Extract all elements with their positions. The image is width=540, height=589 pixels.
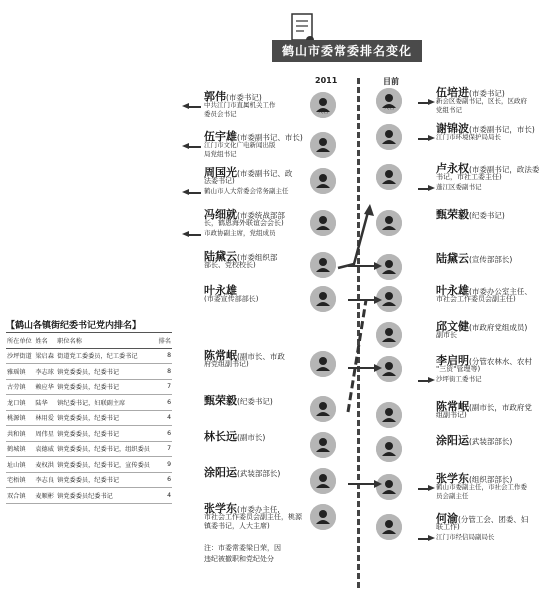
arrow-right-icon [428,185,435,191]
table-title: 【鹤山各镇街纪委书记党内排名】 [6,321,142,331]
cell-name: 林用爱 [34,410,56,426]
arrow-left-icon [182,143,189,149]
arrow-left-icon [182,231,189,237]
name-text: 叶永雄 [436,284,469,297]
cell-name: 麦顺彬 [34,488,56,504]
role-text-continued: 书记，市社工委主任) [436,173,502,181]
cell-position: 镇党委委员，纪委书记，组织委员 [56,441,157,457]
cell-name: 李志球 [34,364,56,380]
avatar [310,92,336,118]
person-name [204,428,265,444]
avatar [376,124,402,150]
previous-position-text: 沙坪街工委书记 [436,375,482,383]
name-text: 甄荣毅 [436,208,469,221]
cell-rank: 4 [157,410,172,426]
header-unit: 所在单位 [6,333,34,349]
name-text: 陈常岷 [436,400,469,413]
new-position-text: 江门市文化广电新闻出版 [204,141,276,149]
name-text: 伍宇雄 [204,130,237,143]
name-text: 邱文健 [436,320,469,333]
avatar-label: 人名 [317,109,328,115]
table-row [6,364,172,380]
arrow-up-zhen [348,300,366,412]
role-text-continued: 副市长 [436,331,457,339]
name-text: 陈常岷 [204,349,237,362]
previous-position-text: 蓬江区委副书记 [436,183,482,191]
cell-name: 陆华 [34,395,56,411]
avatar [376,88,402,114]
person-name [436,432,512,448]
avatar [376,514,402,540]
role-text: (组织部部长) [469,475,513,484]
arrowhead-up [364,204,374,216]
name-text: 李启明 [436,354,469,367]
cell-position: 镇纪委书记，妇联副主席 [56,395,157,411]
arrow-right-icon [428,535,435,541]
person-name [204,392,273,408]
cell-unit: 雅瑶镇 [6,364,34,380]
table-row [6,426,172,442]
role-text: (副市长，市政府党 [469,403,532,412]
cell-name: 梁启森 [34,348,56,364]
arrow-left-line [189,106,201,108]
role-text: (副市长) [237,433,266,442]
role-text-continued: 组副书记) [436,411,467,419]
role-text-continued: (市委宣传部部长) [204,295,259,303]
cell-position: 镇党委委员，纪委书记 [56,364,157,380]
arrow-right-icon [428,135,435,141]
diagram-title: 鹤山市委常委排名变化 [272,40,422,62]
role-text: (纪委书记) [237,397,273,406]
cell-rank: 7 [157,379,172,395]
name-text: 何渝 [436,512,458,525]
arrow-right-line [418,138,428,140]
arrow-left-line [189,192,201,194]
cell-unit: 宅梧镇 [6,472,34,488]
table-row [6,441,172,457]
arrow-right-icon [428,99,435,105]
table-row [6,395,172,411]
role-text-continued: 市社会工作委员会副主任，桃源镇委书记，人大主席) [204,513,302,530]
column-heading-right: 目前 [383,77,399,86]
arrow-right-icon [428,377,435,383]
name-text: 陆黛云 [204,250,237,263]
new-position-text: 中共江门市直属机关工作 [204,101,276,109]
previous-position-text: 江门市环境保护局局长 [436,133,501,141]
cell-rank: 8 [157,364,172,380]
name-text: 伍培进 [436,86,469,99]
arrow-right-line [418,102,428,104]
avatar [310,132,336,158]
role-text: (分管工会、团委、妇 [458,515,529,524]
cell-rank: 7 [157,441,172,457]
table-row [6,457,172,473]
cell-name: 李志良 [34,472,56,488]
cell-position: 镇党委委员，纪委书记 [56,410,157,426]
cell-name: 赖应华 [34,379,56,395]
previous-position-text: 鹤山市委副主任，市社会工作委 [436,483,527,491]
cell-unit: 址山镇 [6,457,34,473]
new-position-text: 局党组书记 [204,150,237,158]
role-text-continued: 长，鹤恩海外联谊会会长) [204,219,284,227]
person-name [436,250,512,266]
rank-change-arrows [330,200,400,500]
role-text: (副市长、市政 [237,352,285,361]
name-text: 涂阳运 [204,466,237,479]
role-text-continued: 法委书记) [204,177,235,185]
cell-unit: 共和镇 [6,426,34,442]
cell-unit: 沙坪街道 [6,348,34,364]
new-position-text: 市政协副主席，党组成员 [204,229,276,237]
table-row [6,348,172,364]
cell-position: 镇党委委员，纪委书记 [56,426,157,442]
role-text: (市委书记) [469,89,505,98]
cell-name: 麦权洪 [34,457,56,473]
role-text: (分管农林水、农村 [469,357,532,366]
role-text-continued: "三资"管理等) [436,365,481,373]
header-name: 姓名 [34,333,56,349]
cell-position: 镇党委委员，纪委书记 [56,379,157,395]
name-text: 谢锦波 [436,122,469,135]
cell-unit: 鹤城镇 [6,441,34,457]
cell-rank: 6 [157,395,172,411]
previous-position-text: 江门市经信局副局长 [436,533,495,541]
cell-position: 街道党工委委员，纪工委书记 [56,348,157,364]
role-text-continued: 部长、党校校长) [204,261,256,269]
footnote: 注：市委常委梁日荣，因违纪被撤职和党纪处分 [204,544,281,563]
arrow-right-line [418,188,428,190]
cell-position: 镇党委委员，纪委书记 [56,472,157,488]
avatar [310,504,336,530]
name-text: 郭伟 [204,90,226,103]
previous-position-text: 新会区委副书记，区长，区政府 [436,97,527,105]
role-text: (武装部部长) [237,469,281,478]
column-heading-left: 2011 [315,76,338,85]
header-position: 职位名称 [56,333,157,349]
person-name [204,464,280,480]
arrow-right-line [418,380,428,382]
name-text: 陆黛云 [436,252,469,265]
role-text: (市委副书记、市长) [237,133,303,142]
arrow-left-line [189,234,201,236]
name-text: 叶永雄 [204,284,237,297]
role-text: (市委办公室主任、 [469,287,532,296]
cell-unit: 龙口镇 [6,395,34,411]
name-text: 卢永权 [436,162,469,175]
name-text: 周国光 [204,166,237,179]
arrow-right-line [418,538,428,540]
role-text: (宣传部部长) [469,255,513,264]
name-text: 甄荣毅 [204,394,237,407]
cell-rank: 6 [157,426,172,442]
cell-rank: 9 [157,457,172,473]
cell-unit: 桃源镇 [6,410,34,426]
table-row [6,488,172,504]
new-position-text: 委员会书记 [204,110,237,118]
rank-table [6,332,172,504]
table-row [6,410,172,426]
role-text: (市委副书记、政 [237,169,293,178]
cell-name: 袁德威 [34,441,56,457]
new-position-text: 鹤山市人大常委会常务副主任 [204,187,289,195]
arrow-up-lu [338,212,368,268]
header-rank: 排名 [157,333,172,349]
cell-rank: 4 [157,488,172,504]
avatar-label: 人名 [383,105,394,111]
role-text: (市委组织部 [237,253,278,262]
cell-position: 镇党委委员，纪委书记，宣传委员 [56,457,157,473]
table-row [6,379,172,395]
name-text: 张学东 [436,472,469,485]
arrow-left-line [189,146,201,148]
avatar [376,164,402,190]
cell-position: 镇党委委员纪委书记 [56,488,157,504]
role-text: (市委副书记，市长) [469,125,535,134]
role-text-continued: 府党组副书记) [204,360,249,368]
previous-position-text: 党组书记 [436,106,462,114]
name-text: 涂阳运 [436,434,469,447]
role-text: (市委书记) [226,93,262,102]
role-text: (武装部部长) [469,437,513,446]
cell-unit: 双合镇 [6,488,34,504]
name-text: 冯细就 [204,208,237,221]
role-text-continued: 市社会工作委员会副主任) [436,295,516,303]
arrow-left-icon [182,189,189,195]
avatar [310,168,336,194]
arrow-left-icon [182,103,189,109]
table-header-row [6,333,172,349]
previous-position-text: 员会副主任 [436,492,469,500]
role-text: (市政府党组成员) [469,323,528,332]
table-row [6,472,172,488]
cell-rank: 8 [157,348,172,364]
role-text: (市委副书记，政法委 [469,165,540,174]
role-text: (纪委书记) [469,211,505,220]
name-text: 林长远 [204,430,237,443]
role-text: (市委办主任, [237,505,280,514]
cell-unit: 古劳镇 [6,379,34,395]
role-text: (市委统战部部 [237,211,285,220]
arrow-right-icon [428,485,435,491]
person-name [436,206,505,222]
role-text-continued: 联工作) [436,523,460,531]
cell-name: 周伟星 [34,426,56,442]
arrow-right-line [418,488,428,490]
cell-rank: 6 [157,472,172,488]
name-text: 张学东 [204,502,237,515]
